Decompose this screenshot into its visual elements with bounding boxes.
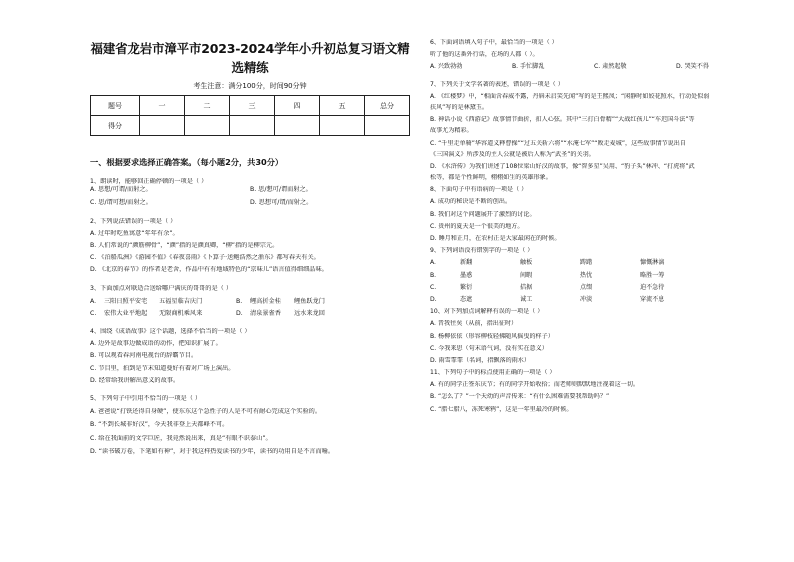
question-stem: 6、下面词语填入句子中，最恰当的一项是（ ） [430,39,558,46]
option-a: A. 昔我往矣（从前，指出征时） [430,320,518,328]
couplet-text: 鲤高折金桂 [250,297,281,305]
option-b: B. 思/想可/谓而射之。 [250,186,312,194]
option-row [430,63,792,71]
option-d: D. 《水浒传》为我们讲述了108位梁山好汉的故事，像“智多星”吴用、“豹子头”林冲、“打虎将”武 [430,162,695,170]
couplet-text: 三阳日照平安宅 [104,297,148,305]
option-a: A. 《红楼梦》中，“相面含春威不露，丹唇未启笑先闻”写的是王熙凤；“闲静时如姣花照水，行动处似弱 [430,92,710,100]
score-cell: 一 [140,96,185,116]
option-b-continued: 故事尤为精彩。 [430,127,473,135]
couplet-text: 无限商机乘风来 [159,309,203,317]
option-d: D. 哭笑不得 [676,63,709,71]
question-stem: 10、对下列加点词解释有误的一项是（ ） [430,308,544,316]
word: 穿流不息 [640,295,665,303]
score-cell: 得分 [91,116,140,136]
question-sentence: 听了他的这番外行话，在场的人都（ ）。 [430,51,539,59]
option-a: A. 兴致勃勃 [430,63,463,71]
option-a: A. 爸爸说“打铁还得自身硬”，使东东这个急性子的人是不可有耐心完成这个实验的。 [90,408,322,416]
option-c: C. 给在我面前的文学巨匠，我竟然说出来，真是“有眼不识泰山”。 [90,434,272,442]
word: 冲淡 [580,295,593,303]
couplet-text: 鲤鱼跃龙门 [294,297,325,305]
score-input-cell[interactable] [320,116,365,136]
couplet-row [90,310,410,318]
word: 态遮 [460,295,473,303]
question-stem: 7、下列关于文学名著的表述，错误的一项是（ ） [430,80,564,88]
section-heading: 一、根据要求选择正确答案。（每小题2分，共30分） [90,157,284,167]
word-row [430,259,792,267]
option-d: D. 睡月和正月，在农村正是大家最闲在的时候。 [430,235,561,242]
option-d: D. 思想可/谓/而射之。 [250,199,313,207]
score-table [90,95,410,136]
question-stem: 1、朗读时，能够回正确停顿的一项是（ ） [90,178,208,185]
word: 诚工 [520,295,533,303]
couplet-text: 清泉景雀香 [250,309,281,317]
score-table-score-row [91,116,410,136]
score-cell: 总分 [365,96,410,116]
question-stem: 11、下列句子中的标点使用正确的一项是（ ） [430,369,556,377]
option-a: A. 边外是故事边做成语的动作，把知识扩展了。 [90,340,222,348]
option-a: A. 过年时吃鱼寓意“年年有余”。 [90,229,179,237]
option-b: B. 可以观看春河南电视台的辞霸节目。 [90,352,198,360]
word: 间暇 [520,271,533,279]
word: 繁衍 [460,283,473,291]
score-table-header-row [91,96,410,116]
couplet-text: 远水来龙回 [294,309,325,317]
score-cell: 二 [185,96,230,116]
score-cell: 四 [275,96,320,116]
option-a: A. 有的同学正签东庆节；有的同学开始收拾；而老师则默默地注视着这一切。 [430,381,640,389]
option-c: C. 思/谓可想/而射之。 [90,199,152,207]
option-letter: A. [90,297,97,305]
word-row [430,272,792,280]
option-letter: A. [430,259,436,267]
word: 墨惑 [460,271,473,279]
score-input-cell[interactable] [230,116,275,136]
option-c: C. “腊七腊八，冻死寒鸦”，这是一年里最冷的时候。 [430,405,573,413]
word: 拮据 [520,283,533,291]
option-d: D. 《北京的春节》的作者是老舍，作品中有有地域特色的“京味儿”语言值得细细品味。 [90,266,328,274]
word-row [430,284,792,292]
option-d: D. 雨雪霏霏（名词，指飘落的雨水） [430,356,530,364]
couplet-text: 五福星临吉庆门 [159,297,203,305]
option-a: A. 成功的秘诀是不断的创出。 [430,198,512,206]
right-column [430,0,792,414]
word: 迫不急待 [640,283,665,291]
option-c: C. 今我来思（句末语气词，没有实在意义） [430,344,548,352]
question-stem: 5、下列句子中引用不恰当的一项是（ ） [90,395,202,402]
option-b: B. 神话小说《西游记》故事情节曲折，扣人心弦。其中“三打白骨精”“大战红孩儿”“车迟国斗法”等 [430,116,695,124]
option-b: B. “不到长城非好汉”，今天我非登上天都峰不可。 [90,421,229,429]
couplet-row [90,298,410,306]
option-b: B. 我们对这个问题展开了激烈的讨论。 [430,210,536,218]
couplet-text: 宏伟大业平地起 [104,309,148,317]
word-row [430,296,792,304]
question-stem: 3、下面加点对联适合送给哪户满庆的哥哥的是（ ） [90,284,233,292]
score-cell: 五 [320,96,365,116]
option-c: C. 贵州的夏天是一个很美的地方。 [430,222,524,230]
option-a: A. 思想/可谓/而射之。 [90,186,152,194]
option-d: D. “读书破万卷，下笔如有神”，对于我这样热爱读书的少年，读书的功用自是不言而喻。 [90,447,335,455]
option-a-continued: 扶风”写的是林黛玉。 [430,103,489,111]
option-letter: C. [430,283,437,291]
word: 慷慨淋漓 [640,259,665,267]
word: 略胜一筹 [640,271,665,279]
word: 新翻 [460,259,473,267]
option-letter: D. [430,295,437,303]
option-row [90,186,410,194]
option-c: C. 《泊船瓜洲》《游园不值》《春夜喜雨》《卜算子·送鲍浩然之浙东》都写春天有关。 [90,254,320,262]
option-c: C. “千里走单骑”华容道义释曹操”“过五关斩六将”“水淹七军”“败走麦城”，这些故事情节说出自 [430,139,686,147]
score-cell: 题号 [91,96,140,116]
word: 踌躇 [580,259,593,267]
question-stem: 9、下列词语没有错别字的一项是（ ） [430,247,534,255]
page-title: 福建省龙岩市漳平市2023-2024学年小升初总复习语文精选精练 [90,41,410,75]
question-stem: 2、下列说法错误的一项是（ ） [90,217,177,225]
option-letter: B. [236,297,243,305]
word: 热忧 [580,271,593,279]
question-stem: 4、围绕《成语故事》这个话题，选择不恰当的一项是（ ） [90,328,251,336]
option-d-continued: 松等，都是个性鲜明，栩栩如生的英雄形象。 [430,174,552,182]
score-input-cell[interactable] [185,116,230,136]
score-cell: 三 [230,96,275,116]
option-c: C. 肃然起敬 [594,63,627,71]
score-input-cell[interactable] [140,116,185,136]
left-column [90,0,410,456]
word: 点缀 [580,283,593,291]
option-row [90,199,410,207]
option-d: D. 经常给我讲解出意义的故事。 [90,376,180,384]
option-b: B. 杨柳依依（形容柳枝轻拂随风摇曳的样子） [430,332,554,340]
option-b: B. “怎么了？”一个天幼的声音传来：“有什么困难需要我帮助吗？” [430,393,610,401]
option-b: B. 人们常说的“颜筋柳骨”，“颜”指的是颜真卿，“柳”指的是柳宗元。 [90,241,279,249]
question-stem: 8、下面句子中有语病的一项是（ ） [430,186,528,194]
exam-notice: 考生注意：满分100分，时间90分钟 [193,82,307,90]
option-b: B. 手忙脚乱 [512,63,545,71]
score-input-cell[interactable] [365,116,410,136]
option-letter: C. [90,309,97,317]
option-c: C. 节目里，拍到是节末知道曼好有着对广场上演出。 [90,364,235,372]
option-letter: D. [236,309,243,317]
score-input-cell[interactable] [275,116,320,136]
word: 触板 [520,259,533,267]
option-c-continued: 《三国演义》所涉及的主人公就是被后人称为“武圣”的关羽。 [430,150,595,158]
option-letter: B. [430,271,437,279]
